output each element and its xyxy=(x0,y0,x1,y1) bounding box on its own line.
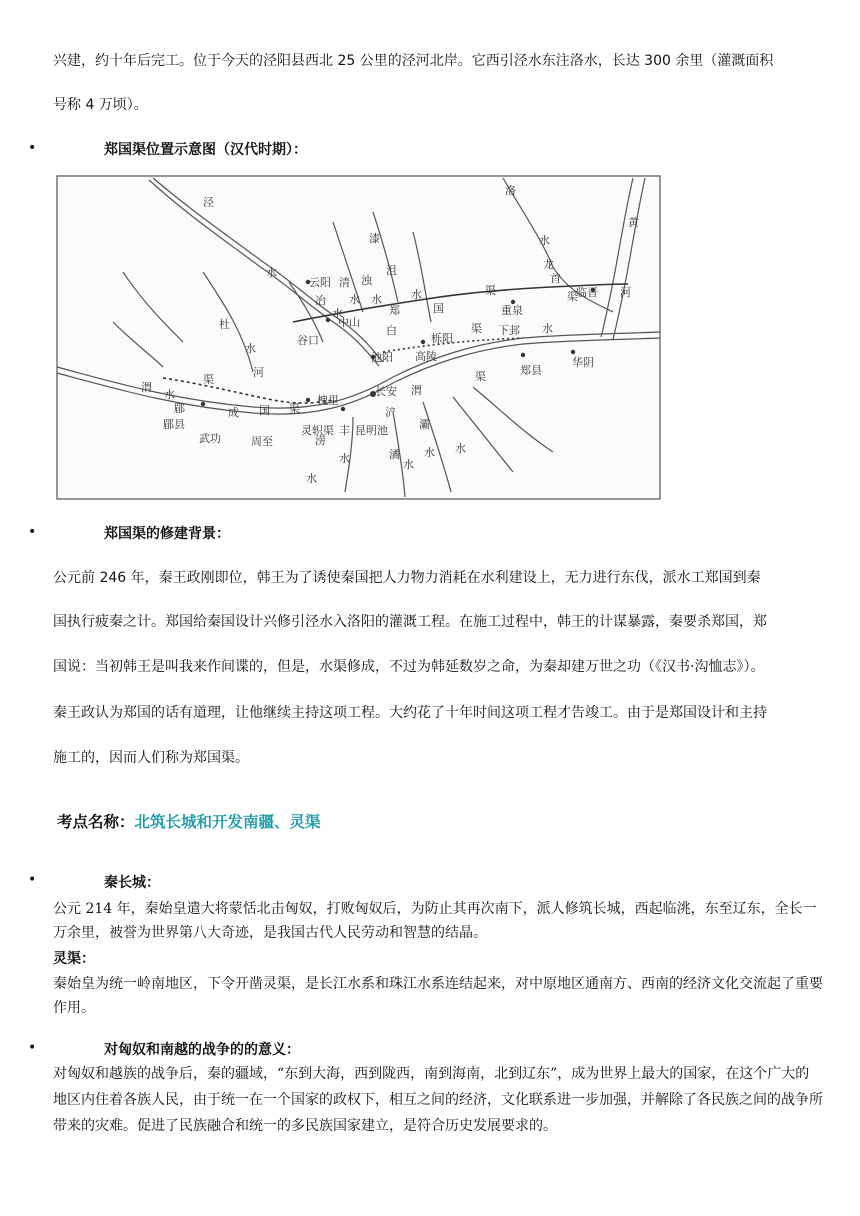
map-label: 水 xyxy=(424,446,435,459)
map-label: 池阳 xyxy=(371,351,393,364)
map-label: 渭 xyxy=(141,381,152,394)
background-line: 国说：当初韩王是叫我来作间谍的，但是，水渠修成，不过为韩延数岁之命，为秦却建万世之功（《汉书·沟恤志》）。 xyxy=(53,659,765,675)
map-label: 水 xyxy=(339,452,350,465)
map-label: 水 xyxy=(349,293,360,306)
war-text: 对匈奴和越族的战争后，秦的疆域，“东到大海，西到陇西，南到海南，北到辽东”，成为世界上最大的国家，在这个广大的地区内住着各族人民，由于统一在一个国家的政权下，相互之间的经济，文化联系进一步加强，并解除了各民族之间的战争所带来的灾难。促进了民族融合和统一的多民族国家建立，是符合历史发展要求的。 xyxy=(53,1066,823,1134)
map-label: 丰 xyxy=(339,424,350,437)
background-line: 秦王政认为郑国的话有道理，让他继续主持这项工程。大约花了十年时间这项工程才告竣工。由于是郑国设计和主持 xyxy=(53,705,767,721)
intro-line-1: 兴建，约十年后完工。位于今天的泾阳县西北 25 公里的泾河北岸。它西引泾水东注洛水，长达 300 余里（灌溉面积 xyxy=(53,53,774,69)
map-label: 水 xyxy=(371,293,382,306)
map-label: 龙 xyxy=(543,258,554,271)
map-heading: 郑国渠位置示意图（汉代时期）： xyxy=(104,142,307,158)
map-label: 河 xyxy=(620,286,631,299)
map-label: 河 xyxy=(253,366,264,379)
map-label: 水 xyxy=(266,266,277,279)
map-label: 临晋 xyxy=(576,286,598,299)
background-line: 国执行疲秦之计。郑国给秦国设计兴修引泾水入洛阳的灌溉工程。在施工过程中，韩王的计谋暴露，秦要杀郑国，郑 xyxy=(53,614,767,630)
map-label: 沮 xyxy=(386,264,397,277)
lingqu-text: 秦始皇为统一岭南地区，下令开凿灵渠，是长江水系和珠江水系连结起来，对中原地区通南方、西南的经济文化交流起了重要作用。 xyxy=(53,976,823,1016)
map-label: 渠 xyxy=(471,322,482,335)
map-label: 水 xyxy=(455,442,466,455)
map-label: 洛 xyxy=(505,184,516,197)
great-wall-text: 公元 214 年，秦始皇遣大将蒙恬北击匈奴，打败匈奴后，为防止其再次南下，派人修筑长城，西起临洮，东至辽东，全长一万余里，被誉为世界第八大奇迹，是我国古代人民劳动和智慧的结晶。 xyxy=(53,901,817,941)
map-label: 黄 xyxy=(628,216,639,229)
map-label: 中山 xyxy=(338,316,360,329)
map-label: 潏 xyxy=(389,448,400,461)
map-label: 郑县 xyxy=(520,364,542,377)
background-heading: 郑国渠的修建背景： xyxy=(104,526,230,542)
map-label: 水 xyxy=(411,288,422,301)
map-label: 周至 xyxy=(251,435,273,448)
map-label: 昆明池 xyxy=(355,424,388,437)
intro-line-2: 号称 4 万顷）。 xyxy=(53,97,148,113)
map-label: 渭 xyxy=(411,384,422,397)
map-label: 槐里 xyxy=(317,394,339,407)
map-label: 栎阳 xyxy=(431,332,453,345)
map-label: 浊 xyxy=(361,274,372,287)
war-heading: 对匈奴和南越的战争的的意义： xyxy=(104,1042,300,1058)
map-label: 下邽 xyxy=(498,324,520,337)
map-label: 郿 xyxy=(174,402,185,415)
map-label: 武功 xyxy=(199,432,221,445)
map-label: 国 xyxy=(259,404,270,417)
map-label: 华阴 xyxy=(572,356,594,369)
map-label: 泾 xyxy=(203,196,214,209)
kaodian-name: 北筑长城和开发南疆、灵渠 xyxy=(134,813,321,831)
background-line: 公元前 246 年，秦王政刚即位，韩王为了诱使秦国把人力物力消耗在水利建设上，无力进行东伐，派水工郑国到秦 xyxy=(53,570,761,586)
map-label: 水 xyxy=(306,472,317,485)
map-label: 漆 xyxy=(369,232,380,245)
map-label: 郑 xyxy=(389,304,400,317)
map-label: 清 xyxy=(339,276,350,289)
map-label: 杜 xyxy=(219,318,230,331)
lingqu-heading: 灵渠： xyxy=(53,951,95,967)
map-label: 涝 xyxy=(315,434,326,447)
map-label: 水 xyxy=(245,342,256,355)
map-label: 长安 xyxy=(375,385,397,398)
map-label: 白 xyxy=(386,324,397,337)
bullet: • xyxy=(28,524,37,540)
map-label: 首 xyxy=(550,272,561,285)
kaodian-title xyxy=(57,810,321,832)
map-label: 国 xyxy=(433,302,444,315)
map-label: 渠 xyxy=(485,284,496,297)
map-label: 灵轵渠 xyxy=(301,424,334,437)
map-label: 水 xyxy=(542,322,553,335)
map-label: 浐 xyxy=(385,406,396,419)
map-label: 水 xyxy=(164,388,175,401)
great-wall-heading: 秦长城： xyxy=(104,875,160,891)
zhengguo-canal-map xyxy=(53,172,664,503)
map-label: 水 xyxy=(539,234,550,247)
map-label: 云阳 xyxy=(309,276,331,289)
map-label: 水 xyxy=(403,458,414,471)
map-label: 渠 xyxy=(567,290,578,303)
bullet: • xyxy=(28,1040,37,1056)
map-label: 谷口 xyxy=(297,334,319,347)
map-label: 灞 xyxy=(419,418,430,431)
background-line: 施工的，因而人们称为郑国渠。 xyxy=(53,750,249,766)
map-label: 渠 xyxy=(289,402,300,415)
map-label: 渠 xyxy=(203,373,214,386)
map-label: 高陵 xyxy=(415,350,437,363)
bullet: • xyxy=(28,140,37,156)
kaodian-prefix: 考点名称： xyxy=(57,813,135,831)
map-label: 冶 xyxy=(315,294,326,307)
map-label: 郿县 xyxy=(163,418,185,431)
map-label: 渠 xyxy=(475,370,486,383)
map-label: 成 xyxy=(228,406,239,419)
map-label: 重泉 xyxy=(501,304,523,317)
map-label: 水 xyxy=(332,307,343,320)
bullet: • xyxy=(28,872,37,888)
